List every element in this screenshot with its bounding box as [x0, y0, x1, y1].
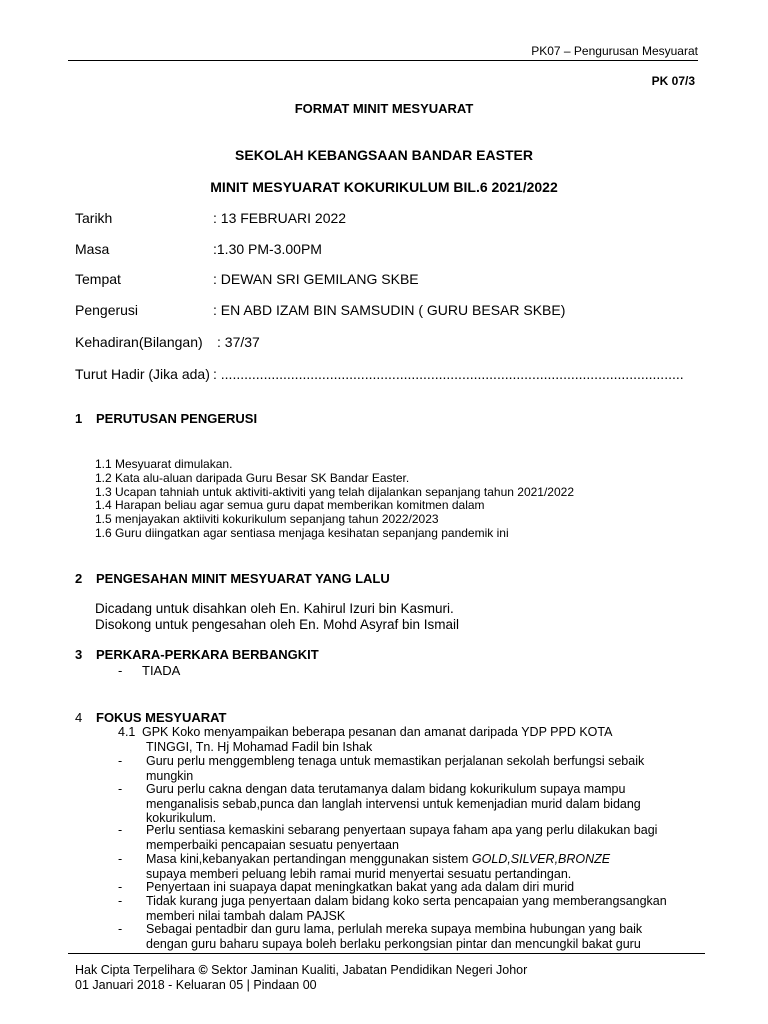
- section-3-title: PERKARA-PERKARA BERBANGKIT: [96, 647, 319, 662]
- bullet-dash: -: [118, 852, 123, 866]
- also-present-label: Turut Hadir (Jika ada): [75, 366, 210, 382]
- section-1-title: PERUTUSAN PENGERUSI: [96, 411, 258, 426]
- minutes-title: MINIT MESYUARAT KOKURIKULUM BIL.6 2021/2022: [210, 179, 558, 195]
- attendance-label: Kehadiran(Bilangan): [75, 334, 203, 350]
- focus-bullet: Tidak kurang juga penyertaan dalam bidang koko serta pencapaian yang memberangsangkan memberi nilai tambah dalam PAJSK: [146, 894, 667, 923]
- footer-copyright: [75, 963, 527, 977]
- section-1-item: 1.4 Harapan beliau agar semua guru dapat memberikan komitmen dalam: [95, 498, 485, 512]
- section-3-number: 3: [75, 647, 83, 662]
- focus-bullet-text: supaya memberi peluang lebih ramai murid menyertai sesuatu pertandingan.: [146, 866, 572, 881]
- document-code: PK07 – Pengurusan Mesyuarat: [531, 44, 698, 58]
- format-title: FORMAT MINIT MESYUARAT: [294, 101, 474, 116]
- section-4-number: 4: [75, 710, 83, 725]
- attendance-value: : 37/37: [217, 334, 260, 350]
- time-value: :1.30 PM-3.00PM: [213, 241, 322, 257]
- date-value: : 13 FEBRUARI 2022: [213, 210, 347, 226]
- focus-bullet: Sebagai pentadbir dan guru lama, perlulah mereka supaya membina hubungan yang baik dengan guru baharu supaya boleh berlaku perkongsian pintar dan mencungkil bakat guru: [146, 922, 643, 951]
- section-1-item: 1.5 menjayakan aktiiviti kokurikulum sepanjang tahun 2022/2023: [95, 512, 439, 526]
- chairman-value: : EN ABD IZAM BIN SAMSUDIN ( GURU BESAR SKBE): [213, 302, 566, 318]
- section-4-title: FOKUS MESYUARAT: [96, 710, 227, 725]
- school-name: SEKOLAH KEBANGSAAN BANDAR EASTER: [235, 147, 533, 163]
- focus-bullet: [146, 852, 671, 881]
- chairman-label: Pengerusi: [75, 302, 139, 318]
- footer-text: Hak Cipta Terpelihara: [75, 963, 199, 977]
- date-label: Tarikh: [75, 210, 113, 226]
- item-4-1-line1: GPK Koko menyampaikan beberapa pesanan dan amanat daripada YDP PPD KOTA: [142, 725, 613, 739]
- focus-bullet-text: Masa kini,kebanyakan pertandingan menggunakan sistem: [146, 852, 472, 866]
- footer-revision: 01 Januari 2018 - Keluaran 05 | Pindaan 00: [75, 978, 317, 992]
- section-1-item: 1.2 Kata alu-aluan daripada Guru Besar SK Bandar Easter.: [95, 471, 410, 485]
- focus-bullet: Guru perlu menggembleng tenaga untuk memastikan perjalanan sekolah berfungsi sebaik mungkin: [146, 754, 645, 783]
- bullet-dash: -: [118, 782, 123, 796]
- item-4-1-line2: TINGGI, Tn. Hj Mohamad Fadil bin Ishak: [146, 740, 373, 754]
- venue-value: : DEWAN SRI GEMILANG SKBE: [213, 271, 419, 287]
- section-3-item: TIADA: [142, 663, 181, 678]
- focus-bullet: Perlu sentiasa kemaskini sebarang penyertaan supaya faham apa yang perlu dilakukan bagi memperbaiki pencapaian sesuatu penyertaan: [146, 823, 658, 852]
- item-4-1-number: 4.1: [118, 725, 136, 739]
- bullet-dash: -: [118, 894, 123, 908]
- section-1-item: 1.1 Mesyuarat dimulakan.: [95, 457, 233, 471]
- venue-label: Tempat: [75, 271, 121, 287]
- medal-system-text: GOLD,SILVER,BRONZE: [471, 852, 611, 866]
- bullet-dash: -: [118, 922, 123, 936]
- document-id: PK 07/3: [651, 74, 695, 88]
- seconder-line: Disokong untuk pengesahan oleh En. Mohd Asyraf bin Ismail: [95, 617, 459, 632]
- section-3-dash: -: [118, 663, 123, 678]
- section-1-number: 1: [75, 411, 83, 426]
- footer-rule: [68, 953, 705, 954]
- bullet-dash: -: [118, 880, 123, 894]
- bullet-dash: -: [118, 823, 123, 837]
- header-rule: [68, 60, 698, 61]
- proposer-line: Dicadang untuk disahkan oleh En. Kahirul Izuri bin Kasmuri.: [95, 601, 454, 616]
- focus-bullet: Penyertaan ini suapaya dapat meningkatkan bakat yang ada dalam diri murid: [146, 880, 575, 894]
- footer-text: Sektor Jaminan Kualiti, Jabatan Pendidikan Negeri Johor: [207, 963, 528, 977]
- section-2-number: 2: [75, 571, 83, 586]
- section-1-item: 1.3 Ucapan tahniah untuk aktiviti-aktiviti yang telah dijalankan sepanjang tahun 2021/2022: [95, 485, 575, 499]
- time-label: Masa: [75, 241, 110, 257]
- section-2-title: PENGESAHAN MINIT MESYUARAT YANG LALU: [96, 571, 390, 586]
- focus-bullet: Guru perlu cakna dengan data terutamanya dalam bidang kokurikulum supaya mampu menganalisis sebab,punca dan langlah intervensi untuk kemenjadian murid dalam bidang kokurikulum.: [146, 782, 641, 825]
- also-present-value: : .......................................................................................................................: [213, 366, 684, 382]
- bullet-dash: -: [118, 754, 123, 768]
- copyright-icon: ©: [198, 963, 208, 977]
- section-1-item: 1.6 Guru diingatkan agar sentiasa menjaga kesihatan sepanjang pandemik ini: [95, 526, 509, 540]
